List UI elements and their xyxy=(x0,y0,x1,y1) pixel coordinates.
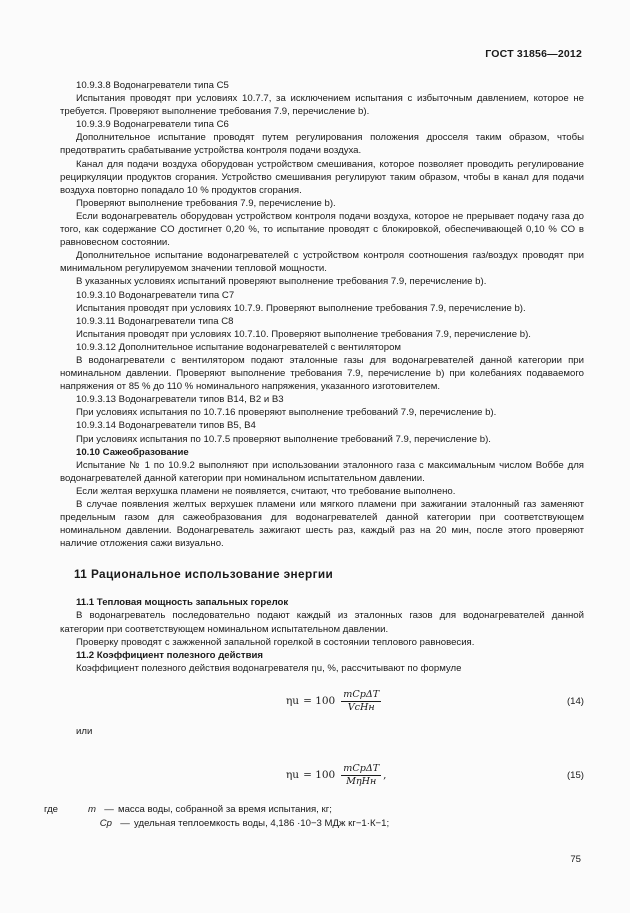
paragraph: Канал для подачи воздуха оборудован устройством смешивания, которое позволяет проводить регулирование рециркуляции продуктов сгорания. Устройство смешивания регулируют таким образом, чтобы в канал для подачи воздуха повторно попадало 10 % продуктов сгорания. xyxy=(60,158,584,196)
formula-body xyxy=(286,763,387,788)
equation-number: (14) xyxy=(566,695,584,707)
formula-tail: , xyxy=(383,768,387,781)
legend-symbol: m xyxy=(88,803,96,815)
legend-lead xyxy=(60,817,76,831)
legend-text: масса воды, собранной за время испытания, кг; xyxy=(118,803,332,815)
document-body xyxy=(44,79,584,831)
formula-lhs: ηu xyxy=(286,694,300,707)
paragraph: Проверяют выполнение требования 7.9, перечисление b). xyxy=(76,197,336,209)
clause-heading: 10.9.3.12 Дополнительное испытание водонагревателей с вентилятором xyxy=(76,341,401,353)
formula-operator: = 100 xyxy=(303,768,336,781)
paragraph: Испытание № 1 по 10.9.2 выполняют при использовании эталонного газа с максимальным числом Воббе для водонагревателей данной категории при номинальном испытательном давлении. xyxy=(60,459,584,484)
clause-heading: 10.9.3.13 Водонагреватели типов B14, B2 и B3 xyxy=(76,394,284,406)
paragraph: Испытания проводят при условиях 10.7.7, за исключением испытания с избыточным давлением, которое не требуется. Проверяют выполнение требования 7.9, перечисление b). xyxy=(60,93,584,118)
paragraph: В водонагреватель последовательно подают каждый из эталонных газов для водонагревателей данной категории при соответствующем номинальном испытательном давлении. xyxy=(60,610,584,635)
legend-text: удельная теплоемкость воды, 4,186 ·10−3 МДж кг−1·К−1; xyxy=(134,817,390,829)
formula-15 xyxy=(60,759,584,799)
legend-row xyxy=(44,803,584,817)
legend-symbol: Cp xyxy=(99,817,112,829)
paragraph: Дополнительное испытание водонагревателей с устройством контроля соотношения газ/воздух проводят при минимальном регулируемом значении тепловой мощности. xyxy=(60,250,584,275)
document-header: ГОСТ 31856—2012 xyxy=(485,48,582,60)
clause-heading: 10.9.3.14 Водонагреватели типов B5, B4 xyxy=(76,420,256,432)
paragraph: Проверку проводят с зажженной запальной горелкой в состоянии теплового равновесия. xyxy=(76,636,475,648)
paragraph: В указанных условиях испытаний проверяют выполнение требования 7.9, перечисление b). xyxy=(76,276,487,288)
paragraph: В случае появления желтых верхушек пламени или мягкого пламени при зажигании эталонный газ заменяют предельным газом для сажеобразования для водонагревателей данной категории при соответствующем номинальном давлении. Водонагреватель зажигают шесть раз, каждый раз на 20 мин, после этого проверяют наличие отложения сажи визуально. xyxy=(60,499,584,550)
subsection-heading: 10.10 Сажеобразование xyxy=(76,446,189,458)
section-heading: 11 Рациональное использование энергии xyxy=(74,567,334,582)
subsection-heading: 11.2 Коэффициент полезного действия xyxy=(76,649,263,661)
paragraph: В водонагреватели с вентилятором подают эталонные газы для водонагревателей данной категории при номинальном давлении. Проверяют выполнение требования 7.9, перечисление b) при колебаниях подаваемого напряжения от 85 % до 110 % номинального напряжения, указанного изготовителем. xyxy=(60,354,584,393)
subsection-heading: 11.1 Тепловая мощность запальных горелок xyxy=(76,597,289,609)
formula-numerator: mCpΔT xyxy=(343,688,380,700)
legend-dash: — xyxy=(120,817,130,829)
clause-heading: 10.9.3.9 Водонагреватели типа C6 xyxy=(76,119,229,131)
clause-heading: 10.9.3.10 Водонагреватели типа C7 xyxy=(76,289,235,301)
clause-heading: 10.9.3.11 Водонагреватели типа C8 xyxy=(76,315,234,327)
formula-denominator: MηHн xyxy=(346,775,377,787)
paragraph: Коэффициент полезного действия водонагревателя ηu, %, рассчитывают по формуле xyxy=(76,662,462,674)
clause-heading: 10.9.3.8 Водонагреватели типа C5 xyxy=(76,80,229,91)
formula-fraction xyxy=(341,689,381,714)
formula-numerator: mCpΔT xyxy=(343,762,380,774)
paragraph: При условиях испытания по 10.7.5 проверяют выполнение требований 7.9, перечисление b). xyxy=(76,433,491,445)
formula-operator: = 100 xyxy=(303,694,336,707)
paragraph: При условиях испытания по 10.7.16 проверяют выполнение требований 7.9, перечисление b). xyxy=(76,407,497,419)
paragraph: Дополнительное испытание проводят путем регулирования положения дросселя таким образом, чтобы предотвратить срабатывание устройства контроля подачи воздуха. xyxy=(60,132,584,157)
paragraph: Испытания проводят при условиях 10.7.9. Проверяют выполнение требования 7.9, перечисление b). xyxy=(76,302,526,314)
legend-row xyxy=(60,817,584,831)
paragraph: Испытания проводят при условиях 10.7.10. Проверяют выполнение требования 7.9, перечисление b). xyxy=(76,328,531,340)
formula-14 xyxy=(60,685,584,725)
page-number: 75 xyxy=(570,854,581,865)
legend-dash: — xyxy=(104,803,114,815)
formula-legend xyxy=(44,803,584,831)
formula-body xyxy=(286,689,383,714)
equation-number: (15) xyxy=(566,769,584,781)
paragraph: Если желтая верхушка пламени не появляется, считают, что требование выполнено. xyxy=(76,485,456,497)
or-word: или xyxy=(76,725,93,737)
paragraph: Если водонагреватель оборудован устройством контроля подачи воздуха, которое не прерывает подачу газа до того, как содержание CO достигнет 0,20 %, то испытание проводят с блокировкой, обеспечивающей 0,10 % CO в равновесном состоянии. xyxy=(60,210,584,249)
formula-denominator: VcHн xyxy=(347,701,375,713)
formula-fraction xyxy=(341,763,381,788)
formula-lhs: ηu xyxy=(286,768,300,781)
legend-lead: где xyxy=(44,803,59,815)
